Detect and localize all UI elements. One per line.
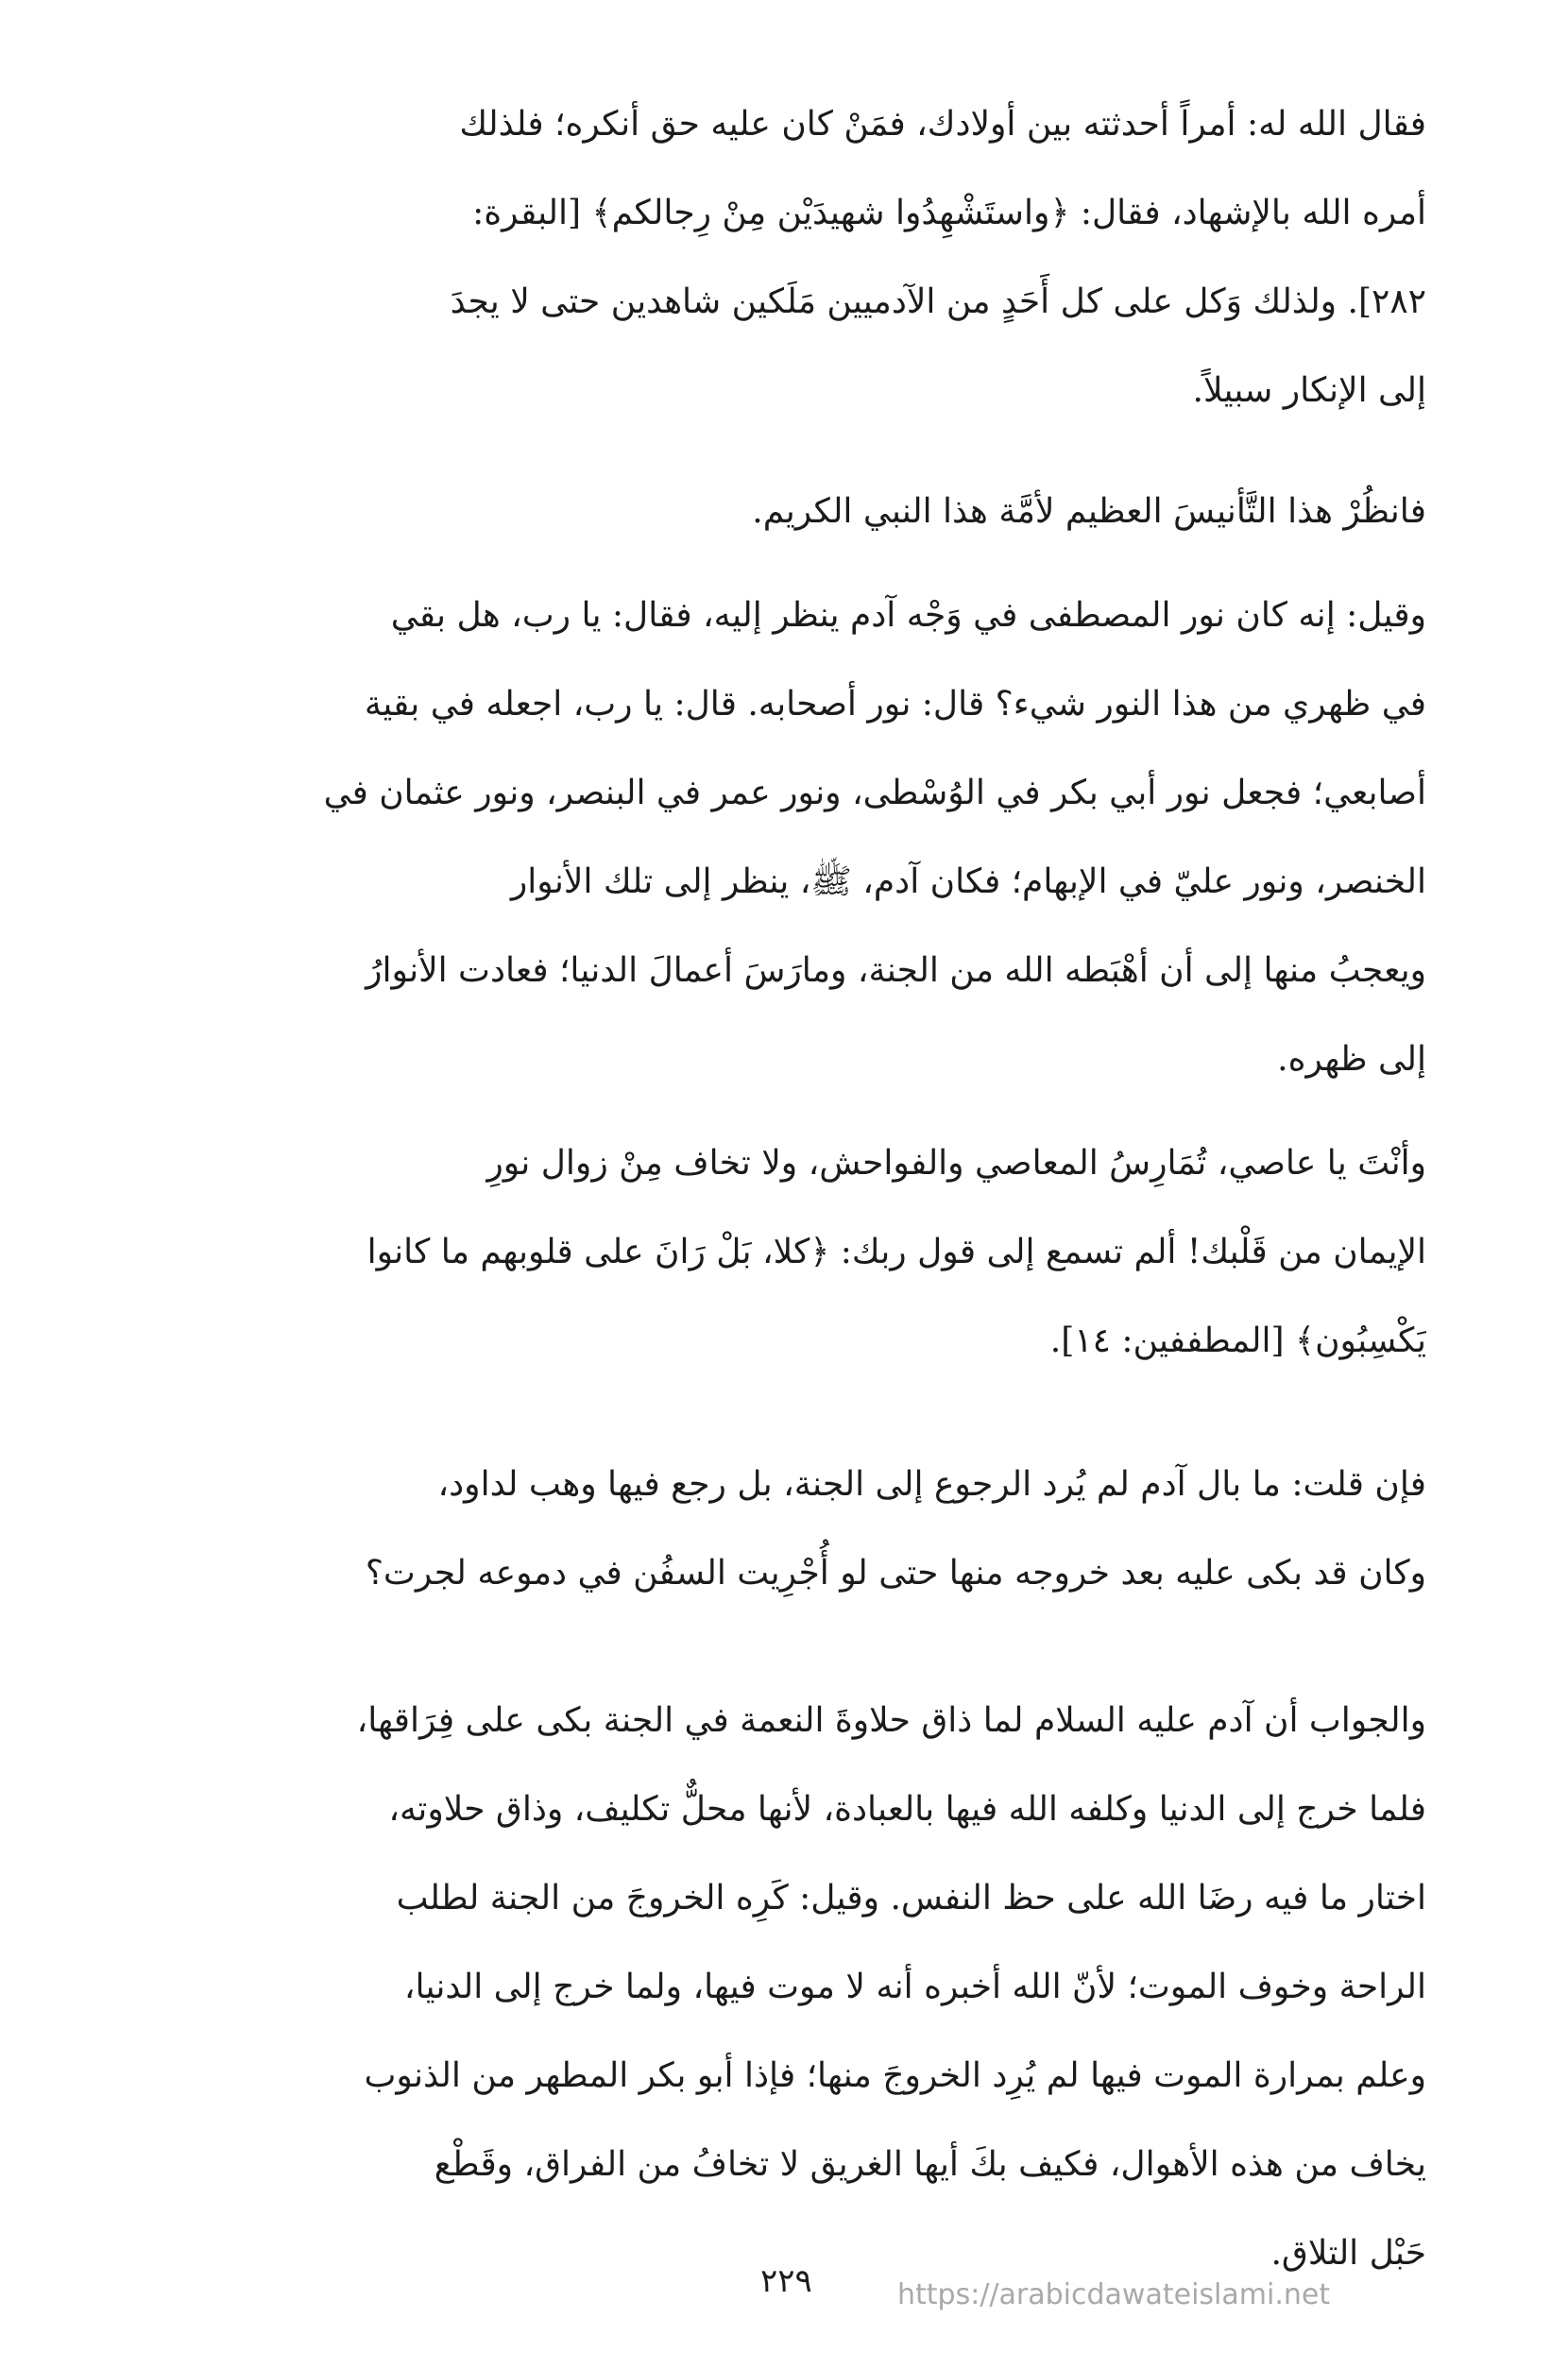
paragraph-3 <box>142 571 1426 1104</box>
paragraph-5 <box>142 1440 1426 1618</box>
watermark-url: https://arabicdawateislami.net <box>897 2278 1331 2311</box>
text-line: أمره الله بالإشهاد، فقال: ﴿واستَشْهِدُوا شهيدَيْن مِنْ رِجالكم﴾ [البقرة: <box>472 194 1426 232</box>
text-line: فقال الله له: أمراً أحدثته بين أولادك، فمَنْ كان عليه حق أنكره؛ فلذلك <box>459 105 1426 144</box>
text-line: أصابعي؛ فجعل نور أبي بكر في الوُسْطى، ونور عمر في البنصر، ونور عثمان في <box>323 774 1426 812</box>
text-line: حَبْل التلاق. <box>1270 2234 1426 2273</box>
text-line: والجواب أن آدم عليه السلام لما ذاق حلاوةَ النعمة في الجنة بكى على فِرَاقها، <box>356 1701 1426 1740</box>
text-line: إلى ظهره. <box>1277 1040 1426 1079</box>
text-line: ٢٨٢]. ولذلك وَكل على كل أَحَدٍ من الآدميين مَلَكين شاهدين حتى لا يجدَ <box>450 282 1426 321</box>
paragraph-1 <box>142 80 1426 435</box>
text-line: فإن قلت: ما بال آدم لم يُرد الرجوع إلى الجنة، بل رجع فيها وهب لداود، <box>437 1465 1426 1504</box>
book-page <box>142 80 1426 2281</box>
page-number: ٢٢٩ <box>760 2262 812 2300</box>
text-line: في ظهري من هذا النور شيء؟ قال: نور أصحابه. قال: يا رب، اجعله في بقية <box>364 685 1426 724</box>
text-line: الإيمان من قَلْبك! ألم تسمع إلى قول ربك: ﴿كلا، بَلْ رَانَ على قلوبهم ما كانوا <box>366 1233 1426 1271</box>
text-line: وأنْتَ يا عاصي، تُمَارِسُ المعاصي والفواحش، ولا تخاف مِنْ زوال نورِ <box>486 1144 1426 1183</box>
text-line: الخنصر، ونور عليّ في الإبهام؛ فكان آدم، ﷺ، ينظر إلى تلك الأنوار <box>510 862 1426 901</box>
text-line: وقيل: إنه كان نور المصطفى في وَجْه آدم ينظر إليه، فقال: يا رب، هل بقي <box>390 596 1426 635</box>
text-line: ويعجبُ منها إلى أن أهْبَطه الله من الجنة، ومارَسَ أعمالَ الدنيا؛ فعادت الأنوارُ <box>366 951 1426 990</box>
paragraph-6 <box>142 1677 1426 2298</box>
text-line: وعلم بمرارة الموت فيها لم يُرِد الخروجَ منها؛ فإذا أبو بكر المطهر من الذنوب <box>364 2056 1426 2095</box>
text-line: الراحة وخوف الموت؛ لأنّ الله أخبره أنه لا موت فيها، ولما خرج إلى الدنيا، <box>403 1968 1426 2006</box>
text-line: إلى الإنكار سبيلاً. <box>1192 371 1426 410</box>
text-line: وكان قد بكى عليه بعد خروجه منها حتى لو أُجْرِيت السفُن في دموعه لجرت؟ <box>365 1554 1426 1593</box>
paragraph-2 <box>142 468 1426 556</box>
paragraph-4 <box>142 1119 1426 1386</box>
text-line: فلما خرج إلى الدنيا وكلفه الله فيها بالعبادة، لأنها محلٌّ تكليف، وذاق حلاوته، <box>388 1790 1426 1829</box>
text-line: يَكْسِبُون﴾ [المطففين: ١٤]. <box>1049 1321 1426 1360</box>
text-line: فانظُرْ هذا التَّأنيسَ العظيم لأمَّة هذا النبي الكريم. <box>752 492 1426 531</box>
text-line: اختار ما فيه رضَا الله على حظ النفس. وقيل: كَرِه الخروجَ من الجنة لطلب <box>396 1879 1426 1917</box>
text-line: يخاف من هذه الأهوال، فكيف بكَ أيها الغريق لا تخافُ من الفراق، وقَطْع <box>434 2145 1426 2184</box>
